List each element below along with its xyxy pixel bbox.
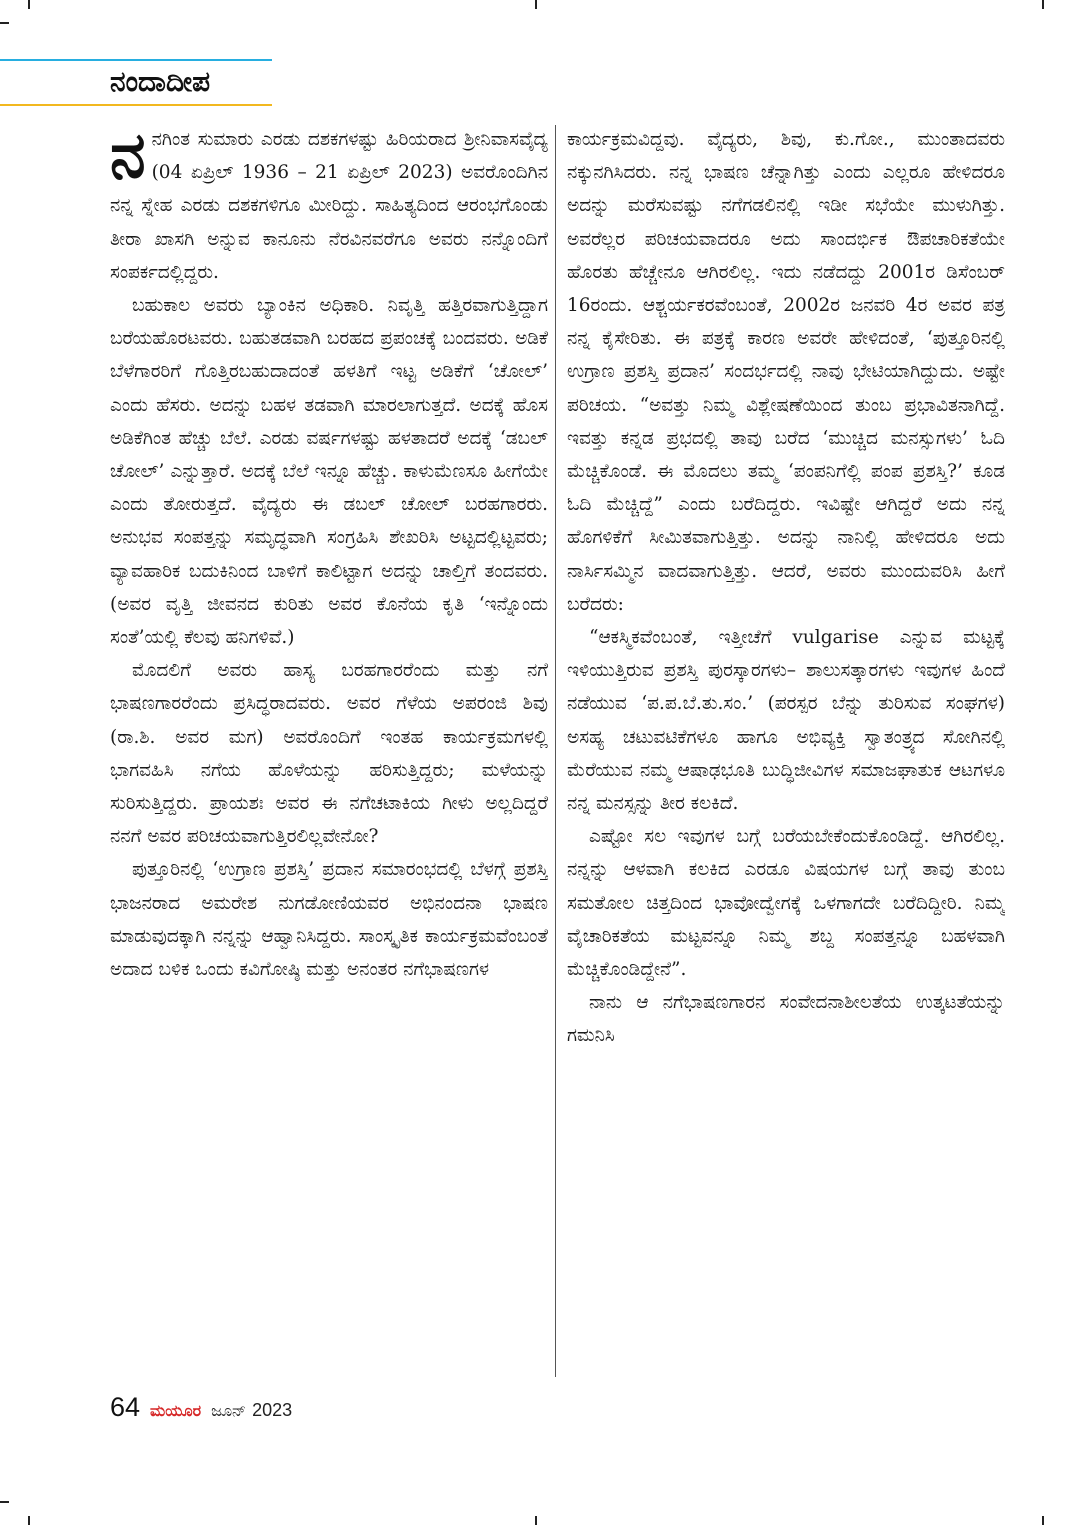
crop-mark	[0, 1501, 9, 1503]
header-rule-bottom	[0, 104, 272, 106]
paragraph-text: ನಗಿಂತ ಸುಮಾರು ಎರಡು ದಶಕಗಳಷ್ಟು ಹಿರಿಯರಾದ ಶ್ರೀನಿವಾಸವೈದ್ಯ (04 ಏಪ್ರಿಲ್ 1936 – 21 ಏಪ್ರಿಲ್ 2023) ಅವರೊಂದಿಗಿನ ನನ್ನ ಸ್ನೇಹ ಎರಡು ದಶಕಗಳಿಗೂ ಮೀರಿದ್ದು. ಸಾಹಿತ್ಯದಿಂದ ಆರಂಭಗೊಂಡು ತೀರಾ ಖಾಸಗಿ ಅನ್ನುವ ಕಾನೂನು ನೆರವಿನವರೆಗೂ ಅವರು ನನ್ನೊಂದಿಗೆ ಸಂಪರ್ಕದಲ್ಲಿದ್ದರು.	[110, 129, 548, 283]
article-paragraph: ಮೊದಲಿಗೆ ಅವರು ಹಾಸ್ಯ ಬರಹಗಾರರೆಂದು ಮತ್ತು ನಗೆ ಭಾಷಣಗಾರರೆಂದು ಪ್ರಸಿದ್ಧರಾದವರು. ಅವರ ಗೆಳೆಯ ಅಪರಂಜಿ ಶಿವು (ರಾ.ಶಿ. ಅವರ ಮಗ) ಅವರೊಂದಿಗೆ ಇಂತಹ ಕಾರ್ಯಕ್ರಮಗಳಲ್ಲಿ ಭಾಗವಹಿಸಿ ನಗೆಯ ಹೊಳೆಯನ್ನು ಹರಿಸುತ್ತಿದ್ದರು; ಮಳೆಯನ್ನು ಸುರಿಸುತ್ತಿದ್ದರು. ಪ್ರಾಯಶಃ ಅವರ ಈ ನಗೆಚಟಾಕಿಯ ಗೀಳು ಅಲ್ಲದಿದ್ದರೆ ನನಗೆ ಅವರ ಪರಿಚಯವಾಗುತ್ತಿರಲಿಲ್ಲವೇನೋ?	[110, 660, 548, 848]
page-footer	[110, 1392, 292, 1432]
issue-month: ಜೂನ್	[211, 1401, 247, 1420]
article-paragraph	[110, 123, 548, 289]
page-number: 64	[110, 1392, 141, 1422]
article-paragraph: ನಾನು ಆ ನಗೆಭಾಷಣಗಾರನ ಸಂವೇದನಾಶೀಲತೆಯ ಉತ್ಕಟತೆಯನ್ನು ಗಮನಿಸಿ	[567, 992, 1005, 1047]
crop-mark	[1042, 1516, 1044, 1525]
crop-mark	[1042, 0, 1044, 9]
drop-cap: ನ	[110, 123, 146, 193]
crop-mark	[535, 1516, 537, 1525]
crop-mark	[535, 0, 537, 9]
crop-mark	[28, 0, 30, 9]
article-column-left	[110, 123, 548, 1379]
article-paragraph: “ಆಕಸ್ಮಿಕವೆಂಬಂತೆ, ಇತ್ತೀಚೆಗೆ vulgarise ಎನ್ನುವ ಮಟ್ಟಕ್ಕೆ ಇಳಿಯುತ್ತಿರುವ ಪ್ರಶಸ್ತಿ ಪುರಸ್ಕಾರಗಳು– ಶಾಲುಸತ್ಕಾರಗಳು ಇವುಗಳ ಹಿಂದೆ ನಡೆಯುವ ‘ಪ.ಪ.ಬೆ.ತು.ಸಂ.’ (ಪರಸ್ಪರ ಬೆನ್ನು ತುರಿಸುವ ಸಂಘಗಳ) ಅಸಹ್ಯ ಚಟುವಟಿಕೆಗಳೂ ಹಾಗೂ ಅಭಿವ್ಯಕ್ತಿ ಸ್ವಾತಂತ್ರ್ಯದ ಸೋಗಿನಲ್ಲಿ ಮೆರೆಯುವ ನಮ್ಮ ಆಷಾಢಭೂತಿ ಬುದ್ಧಿಜೀವಿಗಳ ಸಮಾಜಘಾತುಕ ಆಟಗಳೂ ನನ್ನ ಮನಸ್ಸನ್ನು ತೀರ ಕಲಕಿದೆ.	[567, 627, 1005, 815]
article-paragraph: ಎಷ್ಟೋ ಸಲ ಇವುಗಳ ಬಗ್ಗೆ ಬರೆಯಬೇಕೆಂದುಕೊಂಡಿದ್ದೆ. ಆಗಿರಲಿಲ್ಲ. ನನ್ನನ್ನು ಆಳವಾಗಿ ಕಲಕಿದ ಎರಡೂ ವಿಷಯಗಳ ಬಗ್ಗೆ ತಾವು ತುಂಬ ಸಮತೋಲ ಚಿತ್ತದಿಂದ ಭಾವೋದ್ವೇಗಕ್ಕೆ ಒಳಗಾಗದೇ ಬರೆದಿದ್ದೀರಿ. ನಿಮ್ಮ ವೈಚಾರಿಕತೆಯ ಮಟ್ಟವನ್ನೂ ನಿಮ್ಮ ಶಬ್ದ ಸಂಪತ್ತನ್ನೂ ಬಹಳವಾಗಿ ಮೆಚ್ಚಿಕೊಂಡಿದ್ದೇನೆ”.	[567, 826, 1005, 981]
issue-year: 2023	[252, 1400, 293, 1420]
article-paragraph: ಬಹುಕಾಲ ಅವರು ಬ್ಯಾಂಕಿನ ಅಧಿಕಾರಿ. ನಿವೃತ್ತಿ ಹತ್ತಿರವಾಗುತ್ತಿದ್ದಾಗ ಬರೆಯಹೊರಟವರು. ಬಹುತಡವಾಗಿ ಬರಹದ ಪ್ರಪಂಚಕ್ಕೆ ಬಂದವರು. ಅಡಿಕೆ ಬೆಳೆಗಾರರಿಗೆ ಗೊತ್ತಿರಬಹುದಾದಂತೆ ಹಳತಿಗೆ ಇಟ್ಟ ಅಡಿಕೆಗೆ ‘ಚೋಲ್’ ಎಂದು ಹೆಸರು. ಅದನ್ನು ಬಹಳ ತಡವಾಗಿ ಮಾರಲಾಗುತ್ತದೆ. ಅದಕ್ಕೆ ಹೊಸ ಅಡಿಕೆಗಿಂತ ಹೆಚ್ಚು ಬೆಲೆ. ಎರಡು ವರ್ಷಗಳಷ್ಟು ಹಳತಾದರೆ ಅದಕ್ಕೆ ‘ಡಬಲ್ ಚೋಲ್’ ಎನ್ನುತ್ತಾರೆ. ಅದಕ್ಕೆ ಬೆಲೆ ಇನ್ನೂ ಹೆಚ್ಚು. ಕಾಳುಮೆಣಸೂ ಹೀಗೆಯೇ ಎಂದು ತೋರುತ್ತದೆ. ವೈದ್ಯರು ಈ ಡಬಲ್ ಚೋಲ್ ಬರಹಗಾರರು. ಅನುಭವ ಸಂಪತ್ತನ್ನು ಸಮೃದ್ಧವಾಗಿ ಸಂಗ್ರಹಿಸಿ ಶೇಖರಿಸಿ ಅಟ್ಟದಲ್ಲಿಟ್ಟವರು; ವ್ಯಾವಹಾರಿಕ ಬದುಕಿನಿಂದ ಬಾಳಿಗೆ ಕಾಲಿಟ್ಟಾಗ ಅದನ್ನು ಚಾಲ್ತಿಗೆ ತಂದವರು. (ಅವರ ವೃತ್ತಿ ಜೀವನದ ಕುರಿತು ಅವರ ಕೊನೆಯ ಕೃತಿ ‘ಇನ್ನೊಂದು ಸಂತೆ’ಯಲ್ಲಿ ಕೆಲವು ಹನಿಗಳಿವೆ.)	[110, 295, 548, 649]
section-title: ನಂದಾದೀಪ	[110, 65, 211, 98]
column-divider	[555, 125, 556, 1377]
article-paragraph: ಪುತ್ತೂರಿನಲ್ಲಿ ‘ಉಗ್ರಾಣ ಪ್ರಶಸ್ತಿ’ ಪ್ರದಾನ ಸಮಾರಂಭದಲ್ಲಿ ಬೆಳಗ್ಗೆ ಪ್ರಶಸ್ತಿ ಭಾಜನರಾದ ಅಮರೇಶ ನುಗಡೋಣಿಯವರ ಅಭಿನಂದನಾ ಭಾಷಣ ಮಾಡುವುದಕ್ಕಾಗಿ ನನ್ನನ್ನು ಆಹ್ವಾನಿಸಿದ್ದರು. ಸಾಂಸ್ಕೃತಿಕ ಕಾರ್ಯಕ್ರಮವೆಂಬಂತೆ ಅದಾದ ಬಳಿಕ ಒಂದು ಕವಿಗೋಷ್ಠಿ ಮತ್ತು ಅನಂತರ ನಗೆಭಾಷಣಗಳ	[110, 859, 548, 981]
article-column-right	[567, 123, 1005, 1379]
crop-mark	[0, 22, 9, 24]
crop-mark	[28, 1516, 30, 1525]
header-rule-top	[0, 59, 272, 61]
article-paragraph: ಕಾರ್ಯಕ್ರಮವಿದ್ದವು. ವೈದ್ಯರು, ಶಿವು, ಕು.ಗೋ., ಮುಂತಾದವರು ನಕ್ಕುನಗಿಸಿದರು. ನನ್ನ ಭಾಷಣ ಚೆನ್ನಾಗಿತ್ತು ಎಂದು ಎಲ್ಲರೂ ಹೇಳಿದರೂ ಅದನ್ನು ಮರೆಸುವಷ್ಟು ನಗೆಗಡಲಿನಲ್ಲಿ ಇಡೀ ಸಭೆಯೇ ಮುಳುಗಿತ್ತು. ಅವರೆಲ್ಲರ ಪರಿಚಯವಾದರೂ ಅದು ಸಾಂದರ್ಭಿಕ ಔಪಚಾರಿಕತೆಯೇ ಹೊರತು ಹೆಚ್ಚೇನೂ ಆಗಿರಲಿಲ್ಲ. ಇದು ನಡೆದದ್ದು 2001ರ ಡಿಸೆಂಬರ್ 16ರಂದು. ಆಶ್ಚರ್ಯಕರವೆಂಬಂತೆ, 2002ರ ಜನವರಿ 4ರ ಅವರ ಪತ್ರ ನನ್ನ ಕೈಸೇರಿತು. ಈ ಪತ್ರಕ್ಕೆ ಕಾರಣ ಅವರೇ ಹೇಳಿದಂತೆ, ‘ಪುತ್ತೂರಿನಲ್ಲಿ ಉಗ್ರಾಣ ಪ್ರಶಸ್ತಿ ಪ್ರದಾನ’ ಸಂದರ್ಭದಲ್ಲಿ ನಾವು ಭೇಟಿಯಾಗಿದ್ದುದು. ಅಷ್ಟೇ ಪರಿಚಯ. “ಅವತ್ತು ನಿಮ್ಮ ವಿಶ್ಲೇಷಣೆಯಿಂದ ತುಂಬ ಪ್ರಭಾವಿತನಾಗಿದ್ದೆ. ಇವತ್ತು ಕನ್ನಡ ಪ್ರಭದಲ್ಲಿ ತಾವು ಬರೆದ ‘ಮುಚ್ಚಿದ ಮನಸ್ಸುಗಳು’ ಓದಿ ಮೆಚ್ಚಿಕೊಂಡೆ. ಈ ಮೊದಲು ತಮ್ಮ ‘ಪಂಪನಿಗೆಲ್ಲಿ ಪಂಪ ಪ್ರಶಸ್ತಿ?’ ಕೂಡ ಓದಿ ಮೆಚ್ಚಿದ್ದೆ” ಎಂದು ಬರೆದಿದ್ದರು. ಇವಿಷ್ಟೇ ಆಗಿದ್ದರೆ ಅದು ನನ್ನ ಹೊಗಳಿಕೆಗೆ ಸೀಮಿತವಾಗುತ್ತಿತ್ತು. ಅದನ್ನು ನಾನಿಲ್ಲಿ ಹೇಳಿದರೂ ಅದು ನಾರ್ಸಿಸಮ್ಮಿನ ವಾದವಾಗುತ್ತಿತ್ತು. ಆದರೆ, ಅವರು ಮುಂದುವರಿಸಿ ಹೀಗೆ ಬರೆದರು:	[567, 129, 1005, 615]
magazine-logo: ಮಯೂರ	[150, 1401, 202, 1420]
